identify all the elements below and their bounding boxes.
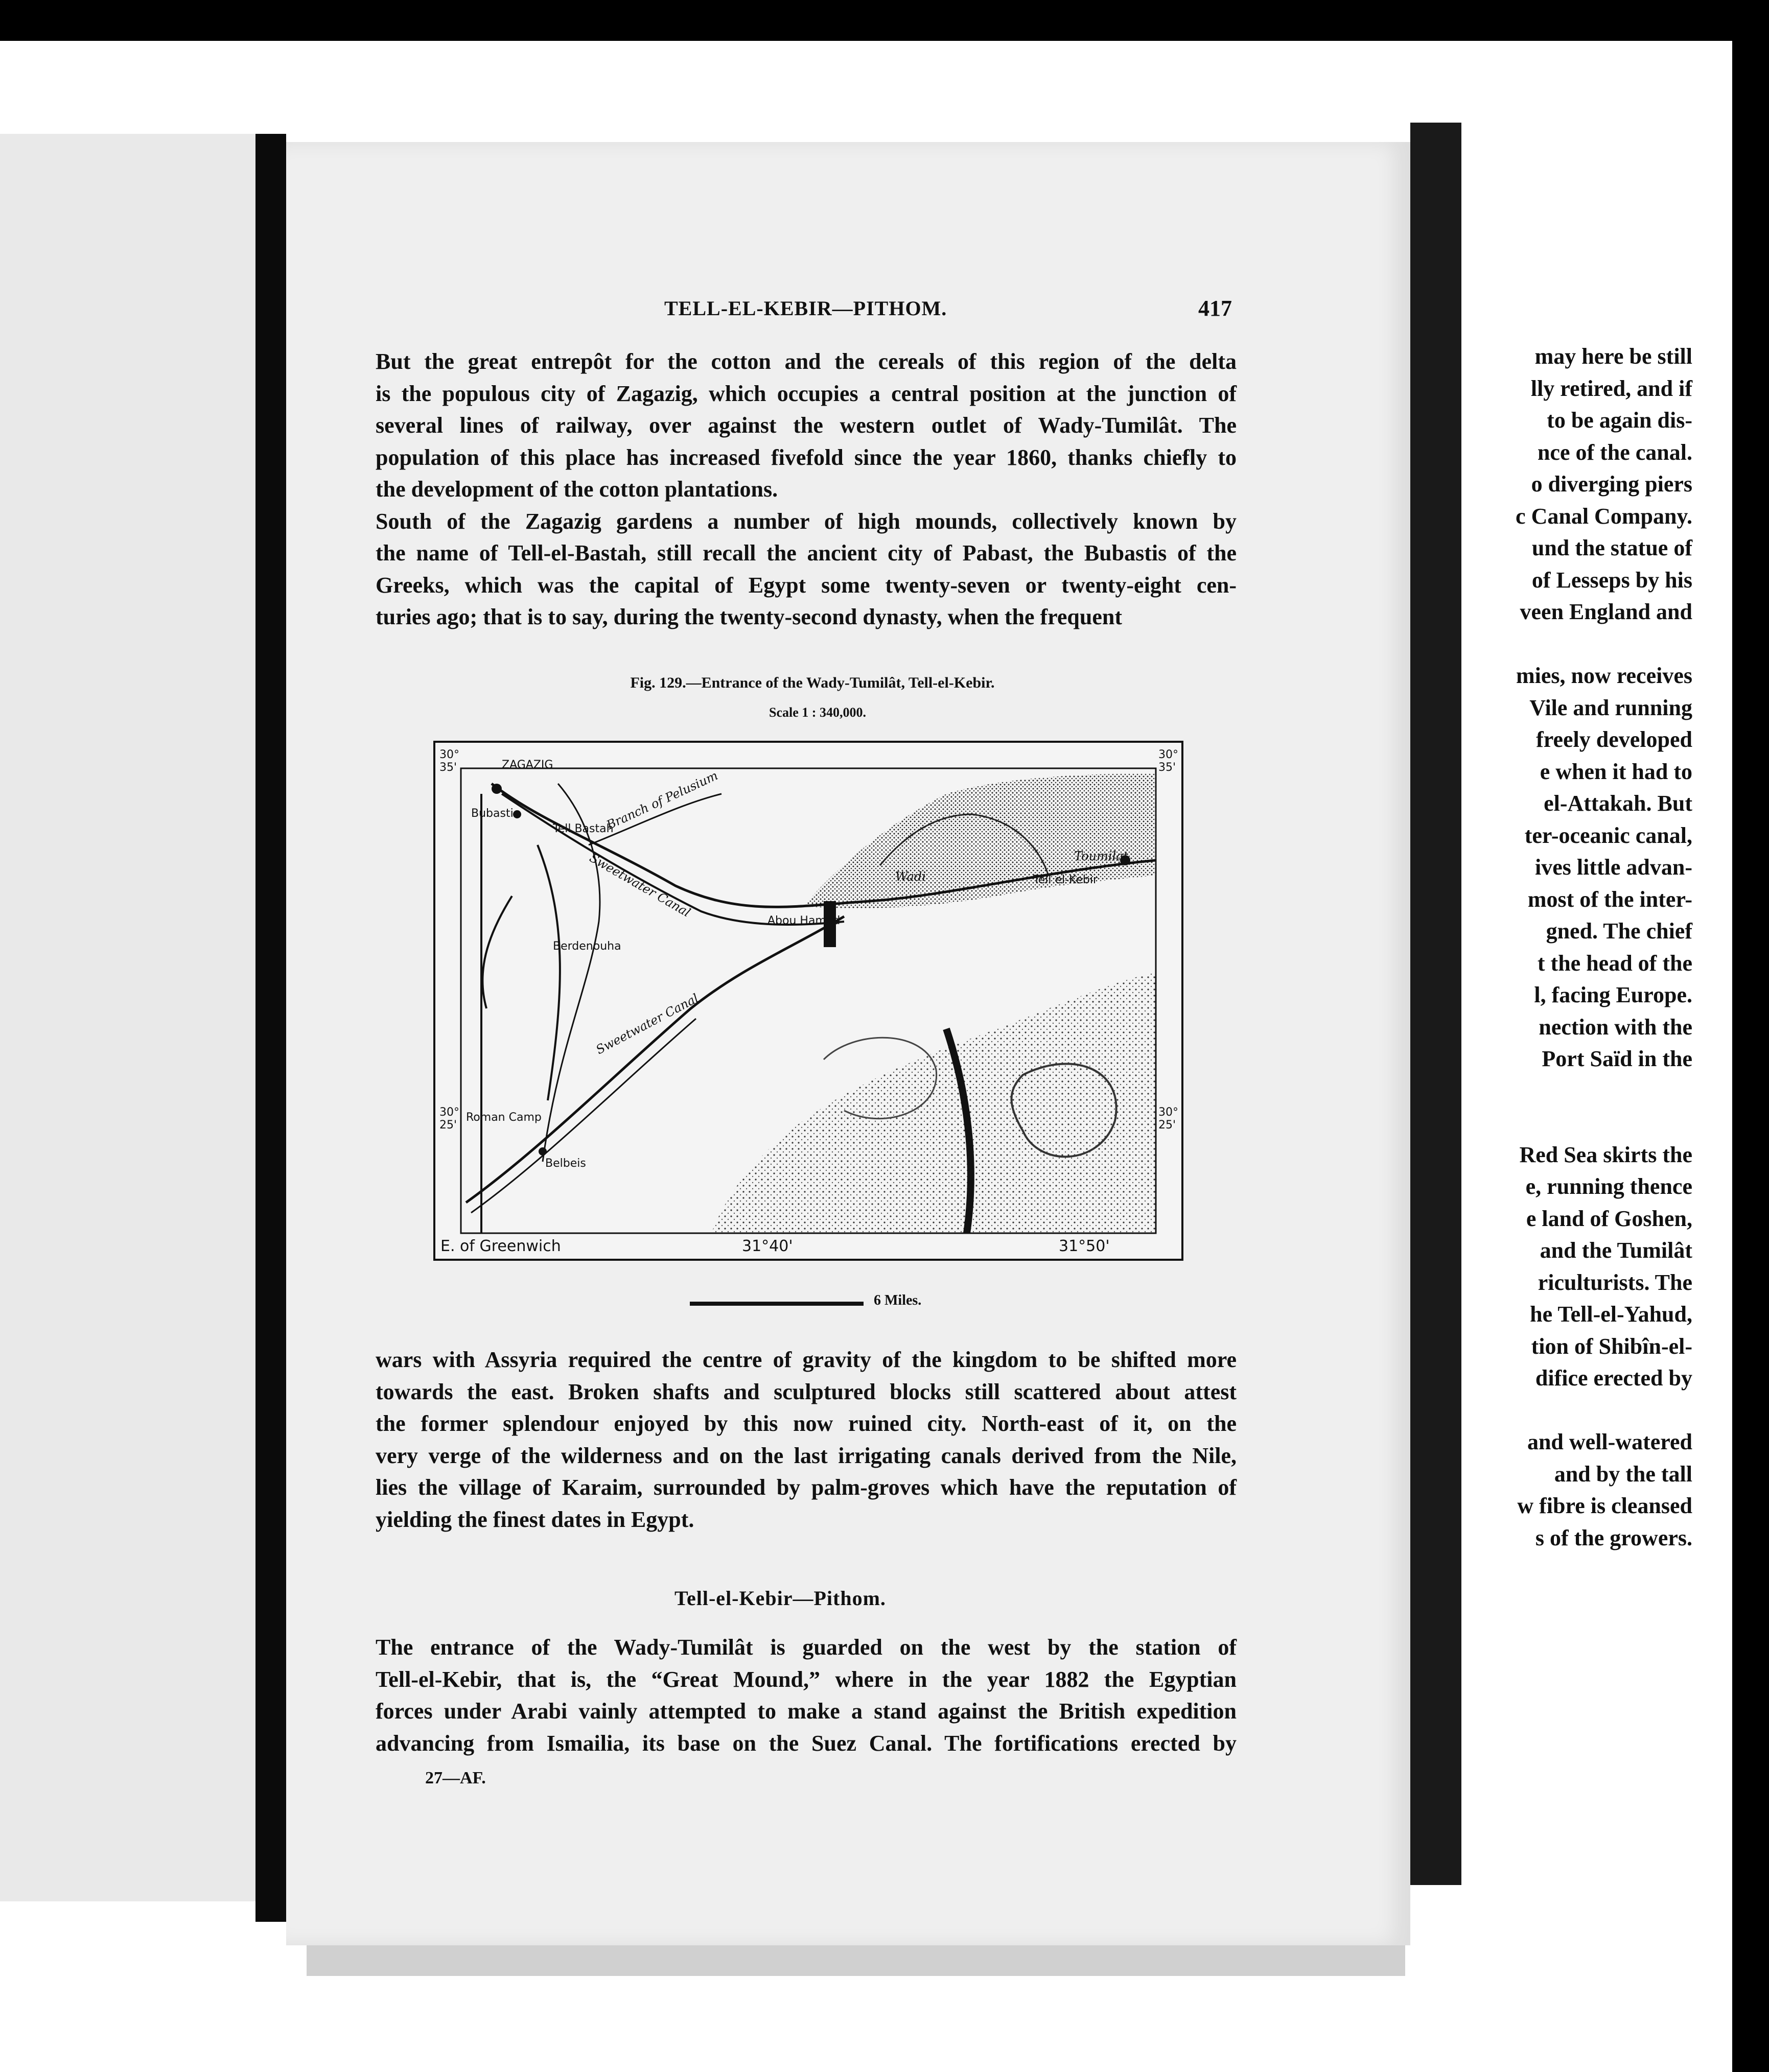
- map-label-berdenouha: Berdenouha: [553, 940, 621, 953]
- left-page-lines-line: riculturists. The: [1538, 1269, 1692, 1295]
- map-label-lat-tr-min: 35': [1158, 761, 1176, 774]
- left-page-lines-line: gned. The chief: [1546, 919, 1692, 944]
- paragraph-section-line: Tell-el-Kebir, that is, the “Great Mound,” where in the year 1882 the Egyptian: [376, 1666, 1237, 1692]
- map-label-lat-bl-deg: 30°: [439, 1106, 459, 1119]
- left-page-lines-line: lly retired, and if: [1530, 375, 1692, 401]
- paragraph-top-line: several lines of railway, over against the western outlet of Wady-Tumilât. The: [376, 413, 1237, 438]
- left-page-lines-line: ter-oceanic canal,: [1524, 822, 1692, 848]
- page-bottom-edge: [307, 1945, 1405, 1976]
- map-label-belbeis: Belbeis: [545, 1157, 586, 1170]
- left-page-lines-line: l, facing Europe.: [1534, 982, 1692, 1007]
- left-page-lines-line: of Lesseps by his: [1531, 567, 1692, 593]
- left-page-lines-line: und the statue of: [1531, 535, 1692, 560]
- paragraph-top-line: the name of Tell-el-Bastah, still recall the ancient city of Pabast, the Bubastis of the: [376, 540, 1237, 566]
- map-label-long-31-50: 31°50': [1059, 1237, 1110, 1255]
- left-page-lines-line: t the head of the: [1537, 950, 1692, 976]
- map-drawing: [435, 743, 1181, 1259]
- map-label-lat-br-deg: 30°: [1158, 1106, 1178, 1119]
- paragraph-bottom-line: wars with Assyria required the centre of gravity of the kingdom to be shifted more: [376, 1347, 1237, 1372]
- paragraph-top-line: is the populous city of Zagazig, which occupies a central position at the junction of: [376, 381, 1237, 406]
- map-label-pelusiac: Branch of Pelusium: [604, 768, 720, 833]
- paragraph-top-line: population of this place has increased fivefold since the year 1860, thanks chiefly to: [376, 444, 1237, 470]
- left-page-lines-line: ives little advan-: [1535, 855, 1692, 880]
- left-page-lines-line: may here be still: [1534, 344, 1692, 369]
- map-label-greenwich: E. of Greenwich: [440, 1237, 561, 1255]
- left-page-lines-line: to be again dis-: [1547, 408, 1692, 433]
- left-page-lines-line: most of the inter-: [1527, 886, 1692, 912]
- left-page-lines-line: s of the growers.: [1535, 1525, 1692, 1550]
- paragraph-section-line: The entrance of the Wady-Tumilât is guarded on the west by the station of: [376, 1635, 1237, 1660]
- left-page-lines-line: el-Attakah. But: [1544, 791, 1692, 816]
- left-page: [0, 134, 259, 1901]
- left-page-lines-line: nce of the canal.: [1537, 439, 1692, 465]
- paragraph-bottom-line: yielding the finest dates in Egypt.: [376, 1506, 694, 1532]
- map-label-roman-camp: Roman Camp: [466, 1111, 542, 1124]
- map-label-tell-bastah: Tell Bastah: [553, 822, 614, 835]
- desert-area: [711, 973, 1156, 1233]
- map-label-wadi: Wadi: [895, 869, 926, 884]
- figure-caption: Fig. 129.—Entrance of the Wady-Tumilât, Tell-el-Kebir.: [630, 674, 995, 691]
- paragraph-top-line: turies ago; that is to say, during the twenty-second dynasty, when the frequent: [376, 604, 1123, 629]
- page-number: 417: [1198, 296, 1232, 321]
- left-page-lines-line: o diverging piers: [1531, 472, 1692, 497]
- map-label-bubastis: Bubastis: [471, 807, 520, 820]
- paragraph-bottom-line: the former splendour enjoyed by this now ruined city. North-east of it, on the: [376, 1411, 1237, 1436]
- section-heading: Tell-el-Kebir—Pithom.: [674, 1587, 886, 1610]
- paragraph-top-line: the development of the cotton plantations.: [376, 477, 778, 502]
- scale-bar-label: 6 Miles.: [874, 1292, 922, 1308]
- left-page-lines-line: and by the tall: [1554, 1461, 1692, 1487]
- left-page-lines-line: nection with the: [1539, 1014, 1692, 1040]
- northern-hills: [803, 773, 1156, 908]
- left-page-lines-line: Red Sea skirts the: [1519, 1142, 1692, 1167]
- map-figure: [433, 741, 1183, 1261]
- left-page-lines-line: freely developed: [1536, 727, 1692, 752]
- left-page-lines-line: w fibre is cleansed: [1517, 1493, 1692, 1518]
- left-page-lines-line: Port Saïd in the: [1542, 1046, 1692, 1071]
- paragraph-section-line: advancing from Ismailia, its base on the Suez Canal. The fortifications erected by: [376, 1730, 1237, 1756]
- paragraph-top-line: But the great entrepôt for the cotton and the cereals of this region of the delta: [376, 349, 1237, 374]
- paragraph-section-line: forces under Arabi vainly attempted to make a stand against the British expedition: [376, 1699, 1237, 1724]
- map-label-lat-br-min: 25': [1158, 1119, 1176, 1132]
- paragraph-bottom-line: towards the east. Broken shafts and sculptured blocks still scattered about attest: [376, 1379, 1237, 1404]
- scale-bar: [690, 1302, 864, 1306]
- left-page-lines-line: mies, now receives: [1516, 663, 1692, 688]
- left-page-lines-line: and the Tumilât: [1540, 1238, 1692, 1263]
- figure-scale: Scale 1 : 340,000.: [769, 705, 866, 720]
- paragraph-top-line: South of the Zagazig gardens a number of high mounds, collectively known by: [376, 508, 1237, 534]
- map-label-sweetwater-1: Sweetwater Canal: [587, 850, 693, 920]
- map-label-lat-bl-min: 25': [439, 1119, 457, 1132]
- signature-mark: 27—AF.: [425, 1769, 486, 1787]
- left-page-lines-line: e, running thence: [1525, 1174, 1692, 1199]
- book-gutter: [255, 134, 286, 1922]
- paragraph-top-line: Greeks, which was the capital of Egypt some twenty-seven or twenty-eight cen-: [376, 572, 1237, 598]
- map-label-toumilat: Toumilat: [1074, 849, 1129, 863]
- map-label-zagazig: ZAGAZIG: [502, 759, 553, 771]
- left-page-lines-line: and well-watered: [1527, 1429, 1692, 1454]
- map-label-lat-tl-min: 35': [439, 761, 457, 774]
- left-page-lines-line: veen England and: [1520, 599, 1692, 624]
- paragraph-bottom-line: lies the village of Karaim, surrounded by palm-groves which have the reputation of: [376, 1475, 1237, 1500]
- left-page-lines-line: c Canal Company.: [1516, 503, 1692, 529]
- left-page-lines-line: tion of Shibîn-el-: [1531, 1333, 1692, 1359]
- left-page-lines-line: difice erected by: [1535, 1365, 1692, 1391]
- running-title: TELL-EL-KEBIR—PITHOM.: [664, 297, 947, 320]
- zagazig-mark: [492, 784, 502, 794]
- paragraph-bottom-line: very verge of the wilderness and on the last irrigating canals derived from the Nile,: [376, 1443, 1237, 1468]
- left-page-lines-line: Vile and running: [1529, 695, 1692, 720]
- belbeis-mark: [539, 1147, 547, 1156]
- left-page-lines-line: e when it had to: [1540, 759, 1692, 784]
- left-page-lines-line: he Tell-el-Yahud,: [1530, 1302, 1692, 1327]
- map-label-lat-tl-deg: 30°: [439, 748, 459, 761]
- map-label-lat-tr-deg: 30°: [1158, 748, 1178, 761]
- map-label-sweetwater-2: Sweetwater Canal: [593, 991, 701, 1057]
- map-label-tell-el-kebir: Tell el-Kebir: [1033, 874, 1098, 886]
- map-label-abou-hamed: Abou Hamed: [767, 914, 841, 927]
- map-label-long-31-40: 31°40': [742, 1237, 793, 1255]
- left-page-lines-line: e land of Goshen,: [1526, 1206, 1692, 1231]
